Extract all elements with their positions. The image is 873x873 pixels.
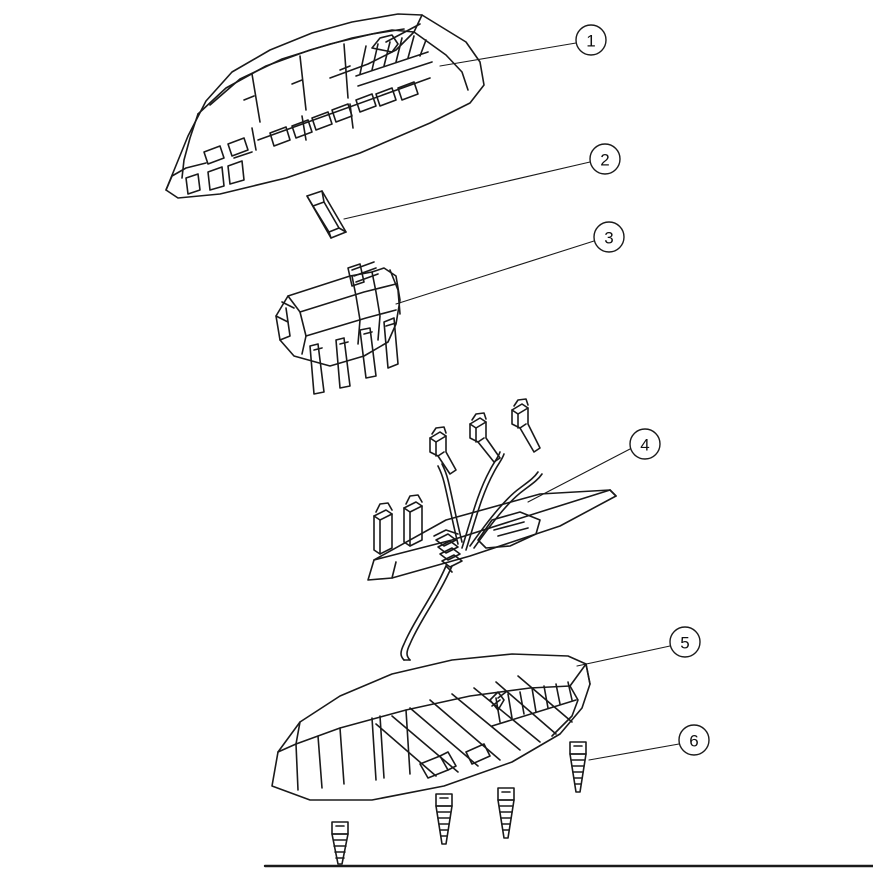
leader-line-5: [577, 646, 670, 666]
part-mounting-screws: [332, 742, 586, 864]
callout-bubbles: [576, 25, 709, 755]
leader-line-2: [344, 162, 590, 219]
part-wiring-harness: [368, 399, 616, 660]
part-connector-block: [276, 262, 400, 394]
callout-6[interactable]: [679, 725, 709, 755]
callout-label-3: 3: [604, 228, 614, 248]
callout-label-4: 4: [640, 435, 650, 455]
callout-4[interactable]: [630, 429, 660, 459]
callout-label-1: 1: [586, 31, 596, 51]
callout-label-5: 5: [680, 633, 690, 653]
callout-label-2: 2: [600, 150, 610, 170]
callout-3[interactable]: [594, 222, 624, 252]
callout-leaders: [344, 43, 679, 760]
callout-2[interactable]: [590, 144, 620, 174]
callout-5[interactable]: [670, 627, 700, 657]
part-slim-bar-clip: [307, 191, 346, 238]
leader-line-1: [440, 43, 576, 66]
part-lower-housing-base: [272, 654, 590, 800]
callout-1[interactable]: [576, 25, 606, 55]
leader-line-6: [589, 744, 679, 760]
leader-line-3: [396, 241, 594, 304]
callout-label-6: 6: [689, 731, 699, 751]
part-upper-housing-cover: [166, 14, 484, 198]
